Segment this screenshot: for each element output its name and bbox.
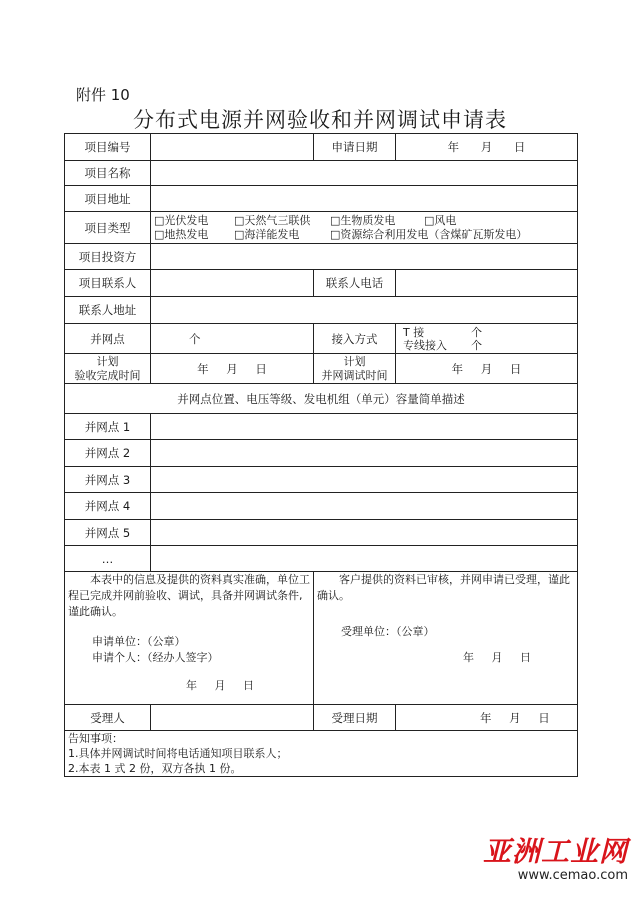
applicant-date[interactable]: 年 月 日: [186, 679, 254, 692]
form-title: 分布式电源并网验收和并网调试申请表: [133, 108, 507, 132]
type-option-ocean[interactable]: □海洋能发电: [234, 227, 300, 241]
apply-date-field[interactable]: 年 月 日: [396, 134, 578, 161]
grid-point-5-field[interactable]: [151, 520, 578, 546]
acceptor-confirmation-cell: [314, 572, 578, 705]
acceptor-statement: 客户提供的资料已审核，并网申请已受理，谨此确认。: [317, 573, 570, 602]
plan-debug-line2: 并网调试时间: [321, 368, 388, 382]
description-header: 并网点位置、电压等级、发电机组（单元）容量简单描述: [65, 384, 578, 414]
project-no-label: 项目编号: [65, 134, 151, 161]
grid-point-5-label: 并网点 5: [65, 520, 151, 546]
type-option-geothermal[interactable]: □地热发电: [154, 227, 209, 241]
type-option-resource[interactable]: □资源综合利用发电（含煤矿瓦斯发电）: [330, 227, 528, 241]
project-address-label: 项目地址: [65, 186, 151, 212]
grid-points-field[interactable]: 个: [151, 324, 314, 354]
applicant-confirmation-cell: [65, 572, 314, 705]
plan-accept-line2: 验收完成时间: [74, 368, 141, 382]
handler-field[interactable]: [151, 705, 314, 731]
plan-debug-line1: 计划: [343, 354, 366, 368]
plan-debug-label: [314, 354, 396, 384]
dedicated-access-label: 专线接入: [403, 338, 447, 352]
type-option-biomass[interactable]: □生物质发电: [330, 213, 396, 227]
grid-point-2-field[interactable]: [151, 440, 578, 467]
type-option-pv[interactable]: □光伏发电: [154, 213, 209, 227]
notice-title: 告知事项：: [68, 732, 123, 745]
contact-address-field[interactable]: [151, 297, 578, 324]
attachment-label: 附件 10: [76, 86, 130, 104]
type-option-gas-cchp[interactable]: □天然气三联供: [234, 213, 311, 227]
grid-point-3-label: 并网点 3: [65, 467, 151, 493]
t-access-label: T 接: [403, 325, 425, 339]
notice-item-1: 1.具体并网调试时间将电话通知项目联系人；: [68, 747, 288, 760]
access-mode-label: 接入方式: [314, 324, 396, 354]
project-type-options[interactable]: [151, 212, 578, 244]
plan-accept-line1: 计划: [96, 354, 119, 368]
handler-label: 受理人: [65, 705, 151, 731]
grid-point-4-label: 并网点 4: [65, 493, 151, 520]
project-name-label: 项目名称: [65, 161, 151, 186]
type-option-wind[interactable]: □风电: [424, 213, 457, 227]
plan-debug-date-field[interactable]: 年 月 日: [396, 354, 578, 384]
application-form: [64, 133, 578, 777]
dedicated-access-unit: 个: [471, 338, 482, 352]
contact-field[interactable]: [151, 270, 314, 297]
acceptor-date[interactable]: 年 月 日: [463, 651, 531, 664]
contact-phone-field[interactable]: [396, 270, 578, 297]
contact-address-label: 联系人地址: [65, 297, 151, 324]
applicant-unit: 申请单位：（公章）: [92, 635, 186, 648]
grid-point-3-field[interactable]: [151, 467, 578, 493]
grid-points-label: 并网点: [65, 324, 151, 354]
applicant-statement: 本表中的信息及提供的资料真实准确，单位工程已完成并网前验收、调试，具备并网调试条件,谨此确认。: [68, 573, 310, 618]
project-address-field[interactable]: [151, 186, 578, 212]
apply-date-label: 申请日期: [314, 134, 396, 161]
grid-point-4-field[interactable]: [151, 493, 578, 520]
accept-date-field[interactable]: 年 月 日: [396, 705, 578, 731]
watermark: [483, 830, 628, 883]
watermark-site: www.cemao.com: [517, 868, 628, 883]
investor-label: 项目投资方: [65, 244, 151, 270]
plan-accept-date-field[interactable]: 年 月 日: [151, 354, 314, 384]
access-mode-field[interactable]: [396, 324, 578, 354]
contact-label: 项目联系人: [65, 270, 151, 297]
t-access-unit: 个: [471, 325, 482, 339]
grid-point-more-label: …: [65, 546, 151, 572]
project-no-field[interactable]: [151, 134, 314, 161]
grid-point-1-field[interactable]: [151, 414, 578, 440]
notice-cell: [65, 731, 578, 777]
notice-item-2: 2.本表 1 式 2 份，双方各执 1 份。: [68, 762, 242, 775]
project-type-label: 项目类型: [65, 212, 151, 244]
grid-point-1-label: 并网点 1: [65, 414, 151, 440]
accept-date-label: 受理日期: [314, 705, 396, 731]
accept-unit: 受理单位：（公章）: [341, 625, 435, 638]
plan-accept-label: [65, 354, 151, 384]
grid-point-2-label: 并网点 2: [65, 440, 151, 467]
grid-point-more-field[interactable]: [151, 546, 578, 572]
project-name-field[interactable]: [151, 161, 578, 186]
contact-phone-label: 联系人电话: [314, 270, 396, 297]
investor-field[interactable]: [151, 244, 578, 270]
applicant-person: 申请个人：（经办人签字）: [92, 651, 219, 664]
watermark-brand: 亚洲工业网: [482, 835, 628, 868]
